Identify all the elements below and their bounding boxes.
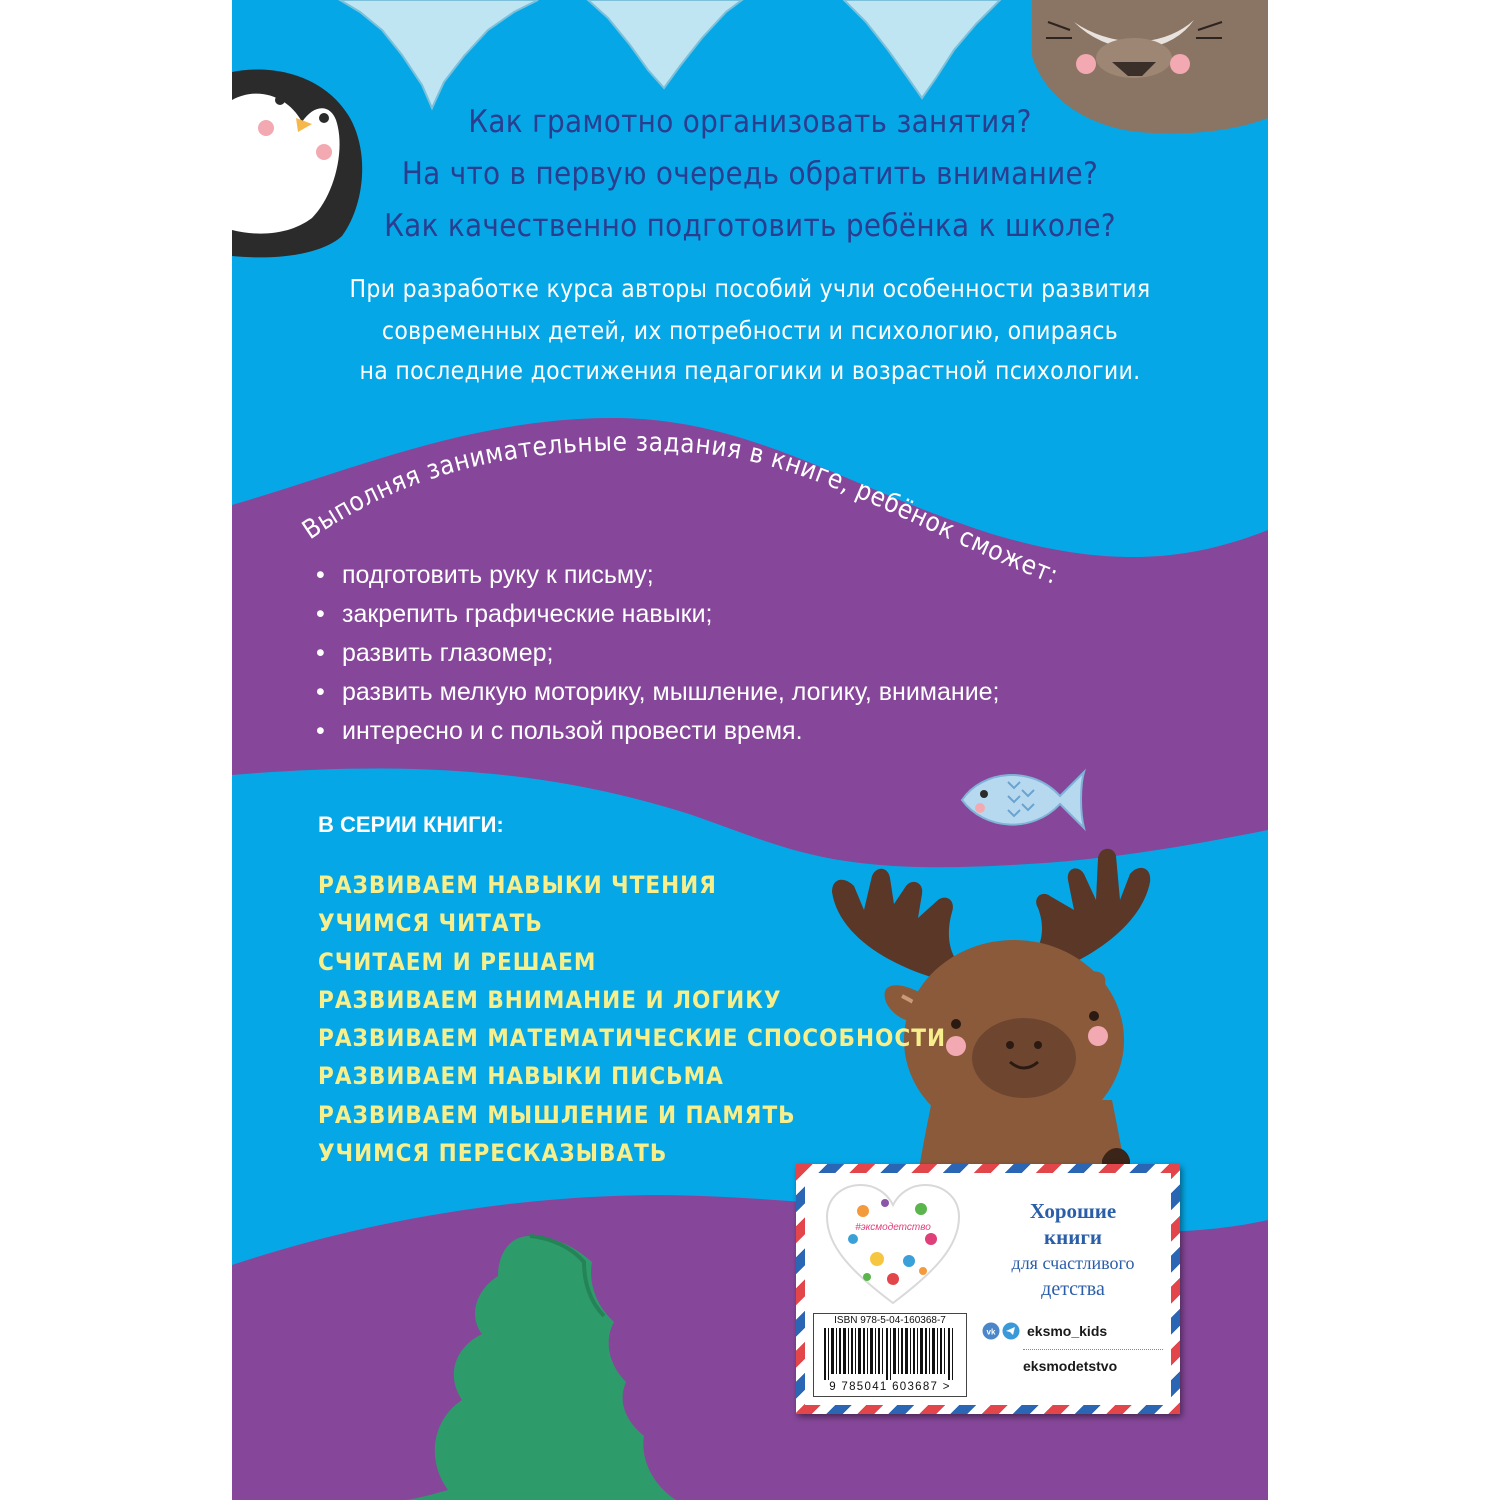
series-book: СЧИТАЕМ И РЕШАЕМ bbox=[318, 947, 597, 976]
series-title: В СЕРИИ КНИГИ: bbox=[318, 812, 504, 837]
intro-line: При разработке курса авторы пособий учли особенности развития bbox=[349, 274, 1151, 303]
skill-item: • развить глазомер; bbox=[316, 634, 1000, 673]
barcode-digits: 9 785041 603687 > bbox=[829, 1381, 951, 1393]
skill-item: • подготовить руку к письму; bbox=[316, 556, 1000, 595]
question-line: Как грамотно организовать занятия? bbox=[468, 104, 1032, 140]
heart-logo bbox=[823, 1181, 963, 1307]
series-book: РАЗВИВАЕМ МЫШЛЕНИЕ И ПАМЯТЬ bbox=[318, 1100, 796, 1129]
social-icons bbox=[982, 1322, 1022, 1340]
skill-item: • закрепить графические навыки; bbox=[316, 595, 1000, 634]
tagline-line: книги bbox=[1044, 1225, 1102, 1249]
skill-item: • интересно и с пользой провести время. bbox=[316, 712, 1000, 751]
tagline-line: детства bbox=[1041, 1278, 1105, 1300]
intro-line: на последние достижения педагогики и возрастной психологии. bbox=[359, 356, 1141, 385]
arc-heading-text: Выполняя занимательные задания в книге, ребёнок сможет: bbox=[297, 427, 1063, 591]
isbn-label: ISBN 978-5-04-160368-7 bbox=[834, 1315, 946, 1326]
svg-text:vk: vk bbox=[986, 1327, 996, 1337]
site-handle: eksmodetstvo bbox=[1023, 1358, 1118, 1374]
publisher-stamp-inner bbox=[805, 1173, 1171, 1405]
intro-line: современных детей, их потребности и психологию, опираясь bbox=[381, 316, 1119, 345]
barcode bbox=[822, 1328, 958, 1380]
series-book: УЧИМСЯ ЧИТАТЬ bbox=[318, 909, 543, 938]
skill-item: • развить мелкую моторику, мышление, логику, внимание; bbox=[316, 673, 1000, 712]
question-line: Как качественно подготовить ребёнка к школе? bbox=[384, 208, 1116, 244]
publisher-tagline bbox=[978, 1198, 1168, 1302]
social-handle: eksmo_kids bbox=[1027, 1323, 1108, 1339]
tagline-line: Хорошие bbox=[1029, 1199, 1117, 1223]
isbn-barcode bbox=[813, 1313, 967, 1397]
publisher-stamp bbox=[796, 1164, 1180, 1414]
question-line: На что в первую очередь обратить внимание? bbox=[401, 156, 1099, 192]
hashtag-text: #эксмодетство bbox=[855, 1222, 931, 1233]
series-book: УЧИМСЯ ПЕРЕСКАЗЫВАТЬ bbox=[318, 1139, 668, 1168]
skills-list bbox=[316, 556, 1000, 751]
series-book: РАЗВИВАЕМ МАТЕМАТИЧЕСКИЕ СПОСОБНОСТИ bbox=[318, 1024, 947, 1053]
tagline-line: для счастливого bbox=[1011, 1253, 1135, 1273]
series-book: РАЗВИВАЕМ НАВЫКИ ЧТЕНИЯ bbox=[318, 871, 717, 899]
book-back-cover bbox=[232, 0, 1268, 1500]
series-book: РАЗВИВАЕМ НАВЫКИ ПИСЬМА bbox=[318, 1062, 724, 1091]
series-list bbox=[318, 866, 946, 1172]
series-book: РАЗВИВАЕМ ВНИМАНИЕ И ЛОГИКУ bbox=[318, 985, 782, 1014]
divider bbox=[1023, 1349, 1163, 1350]
